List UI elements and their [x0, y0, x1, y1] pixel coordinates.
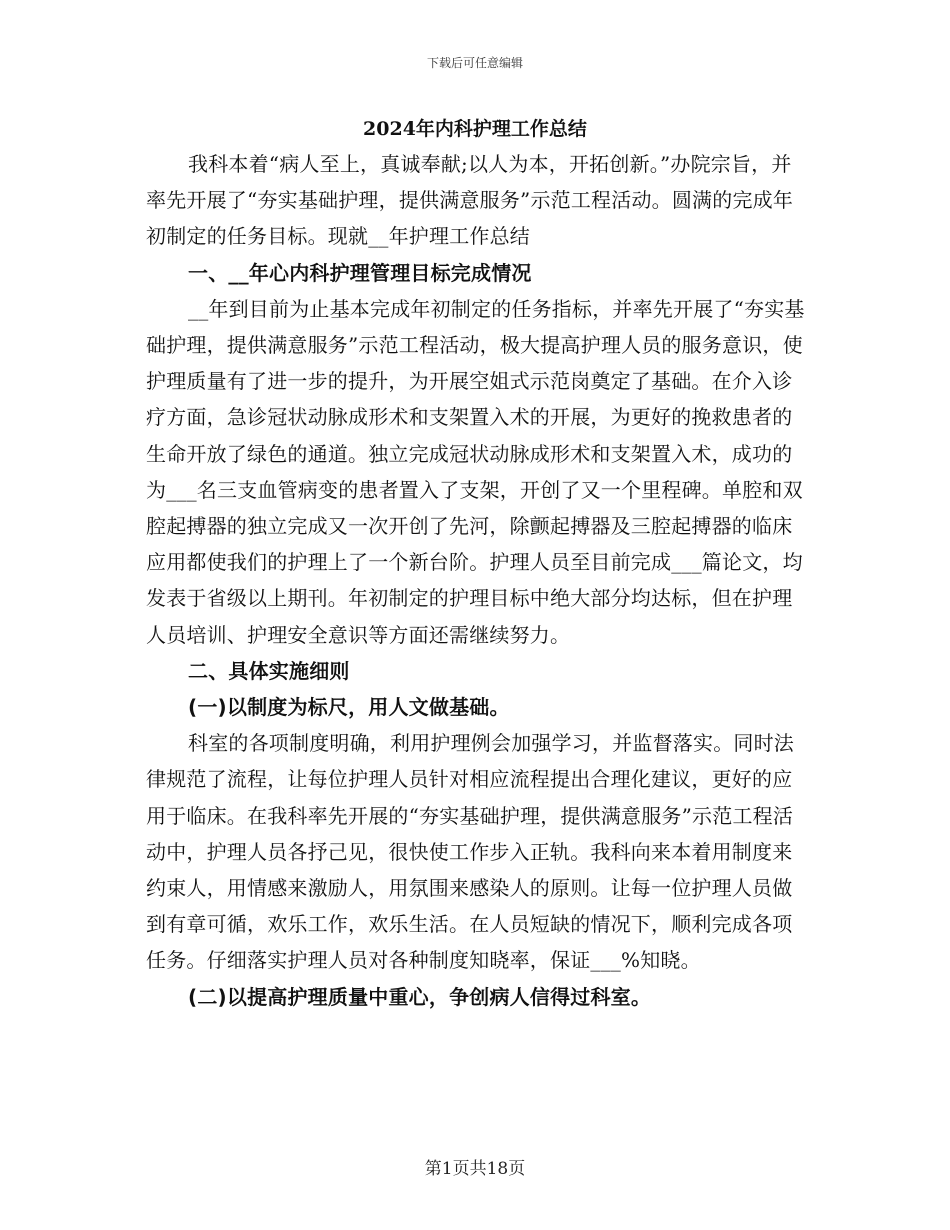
page-footer: 第1页共18页	[424, 1159, 526, 1179]
document-body	[146, 146, 806, 1015]
page-header: 下载后可任意编辑	[426, 56, 523, 70]
document-title: 2024年内科护理工作总结	[363, 118, 587, 140]
section-heading-2: 二、具体实施细则	[188, 658, 350, 683]
section-heading-1: 一、__年心内科护理管理目标完成情况	[188, 260, 532, 285]
subsection-heading-1: (一)以制度为标尺，用人文做基础。	[188, 695, 510, 720]
body-paragraph-2: 科室的各项制度明确，利用护理例会加强学习，并监督落实。同时法律规范了流程，让每位护理人员针对相应流程提出合理化建议，更好的应用于临床。在我科率先开展的“夯实基础护理，提供满意服务”示范工程活动中，护理人员各抒己见，很快使工作步入正轨。我科向来本着用制度来约束人，用情感来激励人，用氛围来感染人的原则。让每一位护理人员做到有章可循，欢乐工作，欢乐生活。在人员短缺的情况下，顺利完成各项任务。仔细落实护理人员对各种制度知晓率，保证___%知晓。	[146, 731, 794, 973]
subsection-heading-2: (二)以提高护理质量中重心，争创病人信得过科室。	[188, 984, 652, 1009]
intro-paragraph: 我科本着“病人至上，真诚奉献;以人为本，开拓创新。”办院宗旨，并率先开展了“夯实基础护理，提供满意服务”示范工程活动。圆满的完成年初制定的任务目标。现就__年护理工作总结	[146, 152, 794, 249]
body-paragraph-1: __年到目前为止基本完成年初制定的任务指标，并率先开展了“夯实基础护理，提供满意服务”示范工程活动，极大提高护理人员的服务意识，使护理质量有了进一步的提升，为开展空姐式示范岗奠定了基础。在介入诊疗方面，急诊冠状动脉成形术和支架置入术的开展，为更好的挽救患者的生命开放了绿色的通道。独立完成冠状动脉成形术和支架置入术，成功的为___名三支血管病变的患者置入了支架，开创了又一个里程碑。单腔和双腔起搏器的独立完成又一次开创了先河，除颤起搏器及三腔起搏器的临床应用都使我们的护理上了一个新台阶。护理人员至目前完成___篇论文，均发表于省级以上期刊。年初制定的护理目标中绝大部分均达标，但在护理人员培训、护理安全意识等方面还需继续努力。	[146, 296, 805, 647]
